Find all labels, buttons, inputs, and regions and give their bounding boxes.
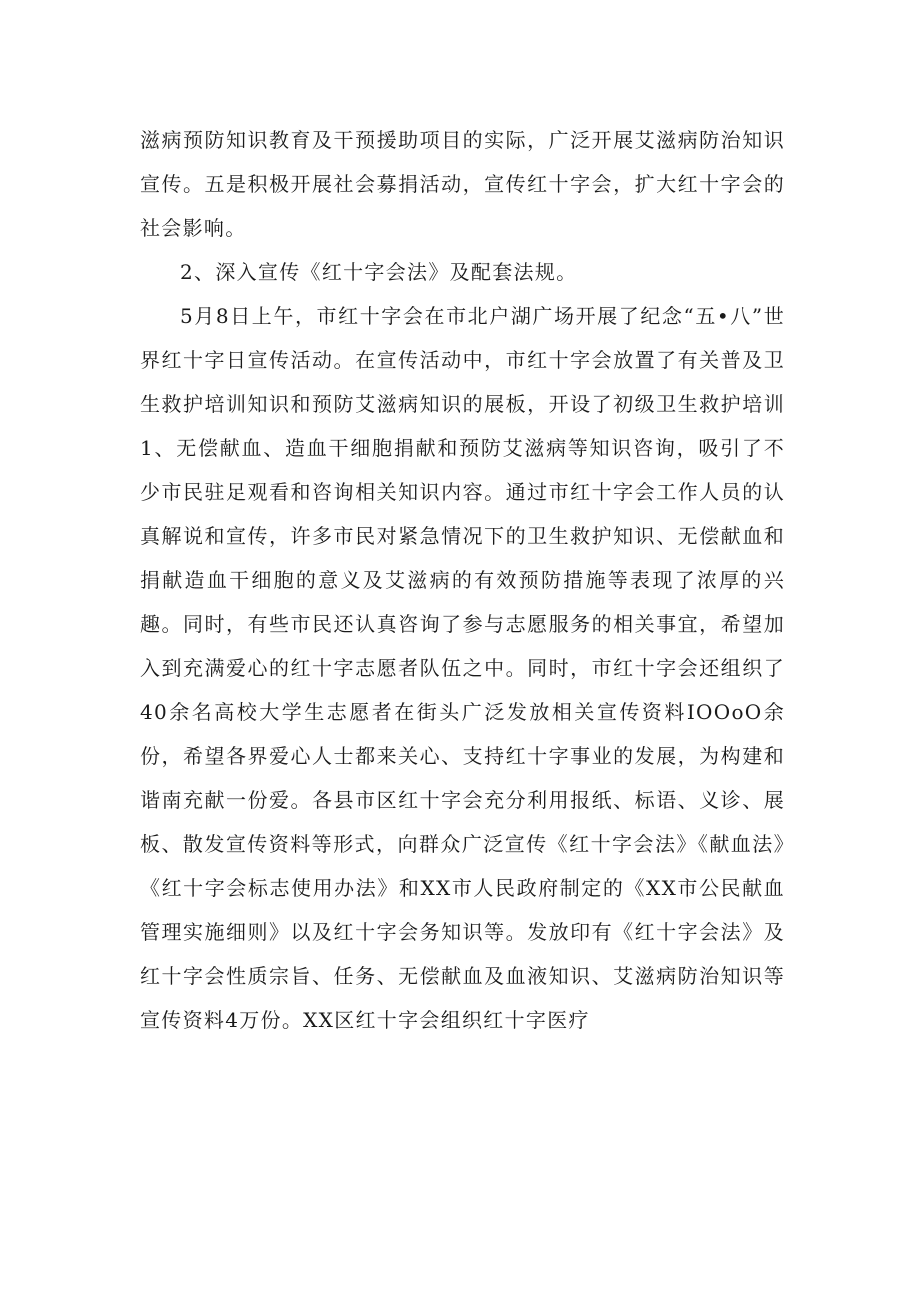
document-body	[140, 118, 785, 1042]
section-heading: 2、深入宣传《红十字会法》及配套法规。	[180, 260, 578, 284]
paragraph-continuation: 滋病预防知识教育及干预援助项目的实际，广泛开展艾滋病防治知识宣传。五是积极开展社会募捐活动，宣传红十字会，扩大红十字会的社会影响。	[140, 128, 785, 240]
paragraph-activity: 5月8日上午，市红十字会在市北户湖广场开展了纪念“五•八”世界红十字日宣传活动。在宣传活动中，市红十字会放置了有关普及卫生救护培训知识和预防艾滋病知识的展板，开设了初级卫生救护培训1、无偿献血、造血干细胞捐献和预防艾滋病等知识咨询，吸引了不少市民驻足观看和咨询相关知识内容。通过市红十字会工作人员的认真解说和宣传，许多市民对紧急情况下的卫生救护知识、无偿献血和捐献造血干细胞的意义及艾滋病的有效预防措施等表现了浓厚的兴趣。同时，有些市民还认真咨询了参与志愿服务的相关事宜，希望加入到充满爱心的红十字志愿者队伍之中。同时，市红十字会还组织了40余名高校大学生志愿者在街头广泛发放相关宣传资料IOOoO余份，希望各界爱心人士都来关心、支持红十字事业的发展，为构建和谐南充献一份爱。各县市区红十字会充分利用报纸、标语、义诊、展板、散发宣传资料等形式，向群众广泛宣传《红十字会法》《献血法》《红十字会标志使用办法》和XX市人民政府制定的《XX市公民献血管理实施细则》以及红十字会务知识等。发放印有《红十字会法》及红十字会性质宗旨、任务、无偿献血及血液知识、艾滋病防治知识等宣传资料4万份。XX区红十字会组织红十字医疗	[140, 304, 785, 1032]
